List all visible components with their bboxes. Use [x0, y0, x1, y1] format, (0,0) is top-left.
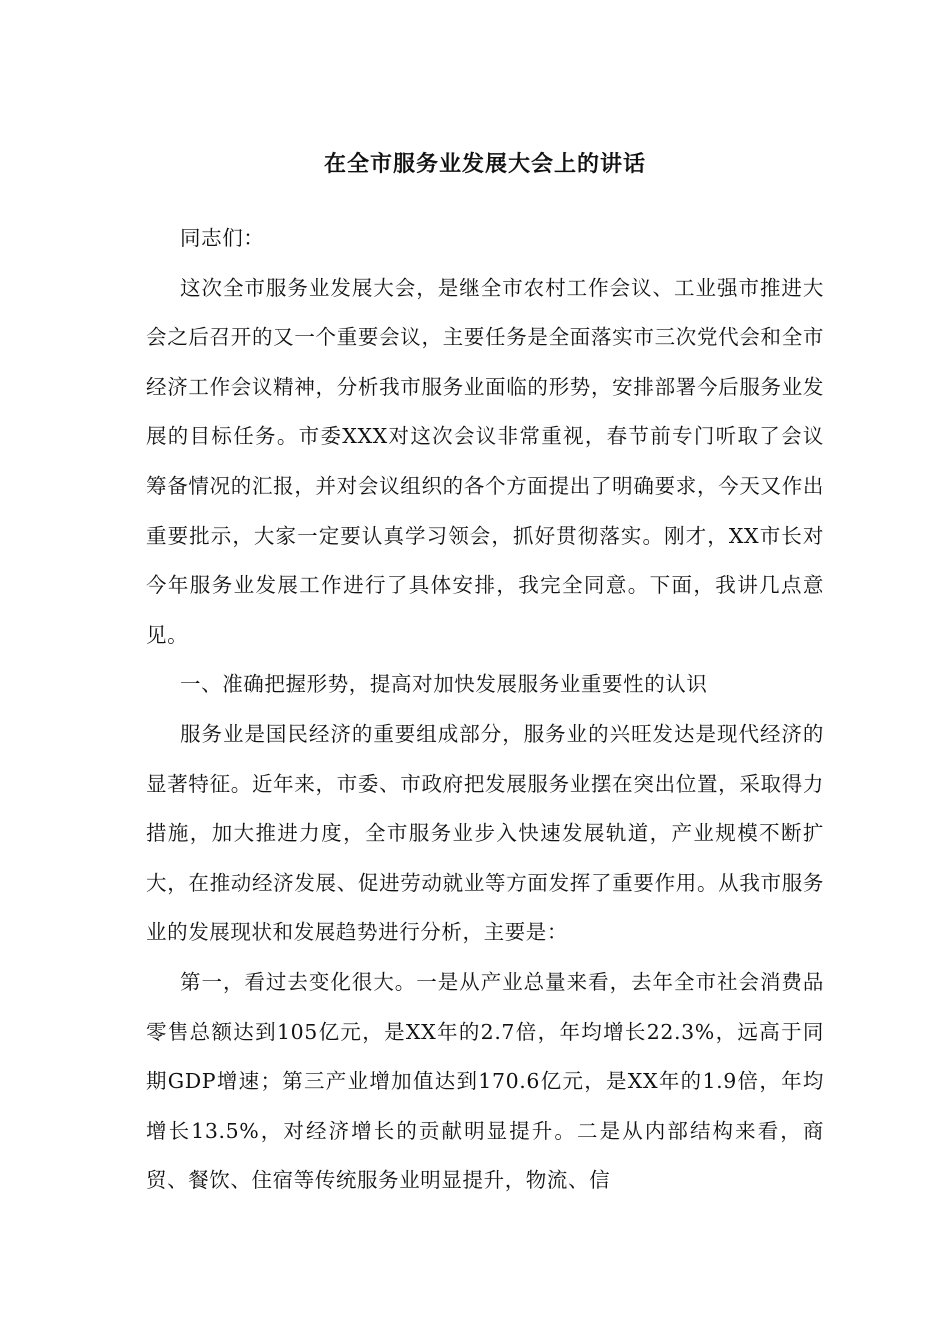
section-heading-1: 一、准确把握形势，提高对加快发展服务业重要性的认识 — [180, 672, 708, 697]
document-title: 在全市服务业发展大会上的讲话 — [323, 152, 646, 177]
salutation: 同志们： — [180, 226, 265, 250]
paragraph-overview: 服务业是国民经济的重要组成部分，服务业的兴旺发达是现代经济的显著特征。近年来，市委、市政府把发展服务业摆在突出位置，采取得力措施，加大推进力度，全市服务业步入快速发展轨道，产业规模不断扩大，在推动经济发展、促进劳动就业等方面发挥了重要作用。从我市服务业的发展现状和发展趋势进行分析，主要是： — [146, 721, 824, 945]
paragraph-intro: 这次全市服务业发展大会，是继全市农村工作会议、工业强市推进大会之后召开的又一个重要会议，主要任务是全面落实市三次党代会和全市经济工作会议精神，分析我市服务业面临的形势，安排部署今后服务业发展的目标任务。市委XXX对这次会议非常重视，春节前专门听取了会议筹备情况的汇报，并对会议组织的各个方面提出了明确要求，今天又作出重要批示，大家一定要认真学习领会，抓好贯彻落实。刚才，XX市长对今年服务业发展工作进行了具体安排，我完全同意。下面，我讲几点意见。 — [146, 275, 824, 647]
document-content — [146, 141, 824, 1206]
paragraph-first-point: 第一，看过去变化很大。一是从产业总量来看，去年全市社会消费品零售总额达到105亿元，是XX年的2.7倍，年均增长22.3%，远高于同期GDP增速；第三产业增加值达到170.6亿元，是XX年的1.9倍，年均增长13.5%，对经济增长的贡献明显提升。二是从内部结构来看，商贸、餐饮、住宿等传统服务业明显提升，物流、信 — [146, 969, 824, 1193]
document-body — [146, 214, 824, 1206]
